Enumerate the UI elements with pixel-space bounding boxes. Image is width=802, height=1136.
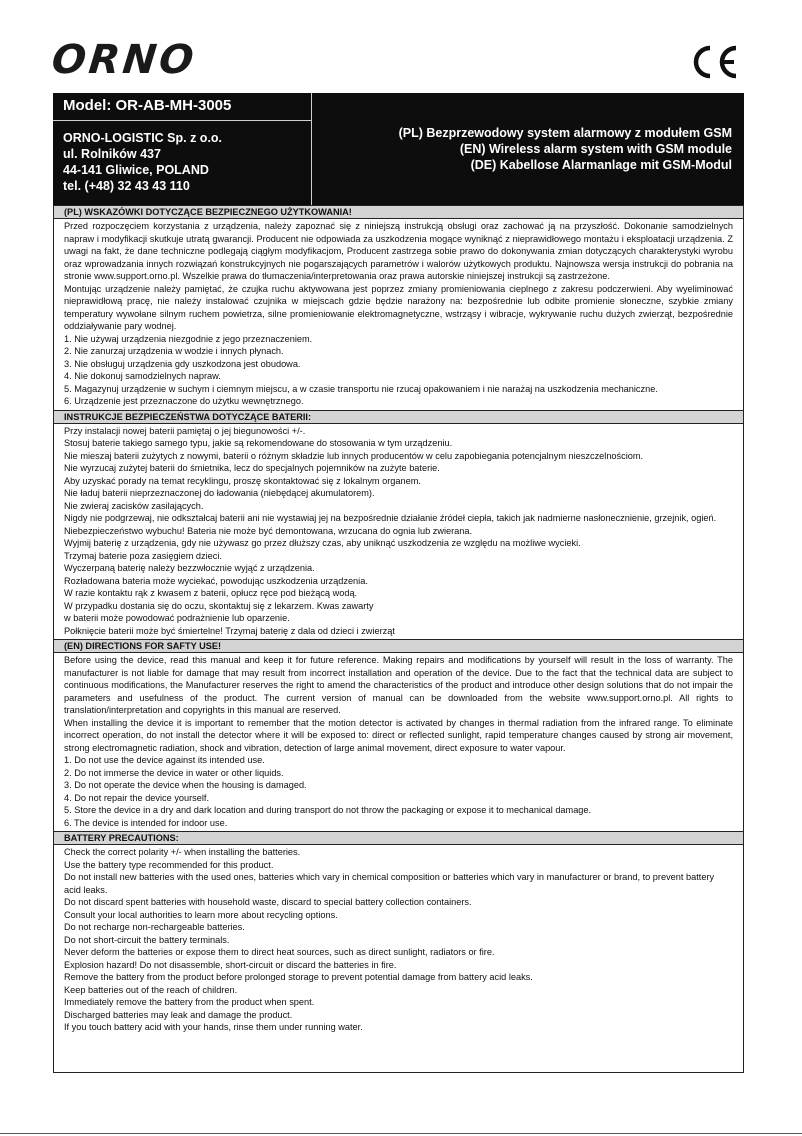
model-label: Model: OR-AB-MH-3005 (63, 97, 232, 114)
en-battery-line: Immediately remove the battery from the product when spent. (64, 997, 315, 1007)
pl-battery-line: Nie mieszaj baterii zużytych z nowymi, baterii o różnym składzie lub innych producentów w celu zapobiegania potencjalnym nieszczelnościom. (64, 450, 644, 461)
en-battery-line: Do not short-circuit the battery terminals. (64, 934, 230, 945)
company-phone: tel. (+48) 32 43 43 110 (63, 179, 190, 193)
en-battery-line: Do not install new batteries with the used ones, batteries which vary in chemical composition or batteries which vary in manufacturer or brand, to prevent battery acid leaks. (64, 872, 715, 895)
en-safety-item: 5. Store the device in a dry and dark location and during transport do not throw the packaging or expose it to mechanical damage. (64, 805, 592, 815)
title-pl: (PL) Bezprzewodowy system alarmowy z modułem GSM (398, 126, 732, 140)
pl-battery-line: Wyjmij baterię z urządzenia, gdy nie używasz go przez dłuższy czas, aby uniknąć uszkodzenia ze względu na możliwe wycieki. (64, 538, 581, 548)
pl-battery-line: Wyczerpaną baterię należy bezzwłocznie wyjąć z urządzenia. (64, 563, 315, 573)
en-safety-heading: (EN) DIRECTIONS FOR SAFTY USE! (54, 639, 743, 653)
pl-battery-line: Nie wyrzucaj zużytej baterii do śmietnika, lecz do specjalnych pojemników na zużyte baterie. (64, 463, 440, 473)
title-en: (EN) Wireless alarm system with GSM module (459, 142, 732, 156)
header-left-panel (53, 93, 312, 205)
en-safety-item: 2. Do not immerse the device in water or other liquids. (64, 767, 284, 778)
manual-content (53, 205, 744, 1073)
en-battery-line: If you touch battery acid with your hands, rinse them under running water. (64, 1022, 363, 1032)
en-safety-paragraph-2: When installing the device it is important to remember that the motion detector is activated by changes in thermal radiation from the infrared range. To eliminate incorrect operation, do not install the detector where it will be exposed to: direct or reflected sunlight, rapid temperature changes caused by strong air movement, strong electromagnetic radiation, shock and vibration, detection of large animal movement, direct exposure to water vapour. (64, 717, 733, 753)
pl-battery-line: Nie zwieraj zacisków zasilających. (64, 500, 204, 511)
en-safety-paragraph-1: Before using the device, read this manual and keep it for future reference. Making repairs and modifications by yourself will result in the loss of warranty. The manufacturer is not liable for damage that may result from incorrect installation and operation of the device. Due to the fact that the technical data are subject to continuous modifications, the Manufacturer reserves the right to amend the characteristics of the product and introduce other design solutions that do not impair the parameters and usefulness of the product. The current version of manual can be downloaded from the website www.support.orno.pl. All rights to translation/interpretation and copyrights in this manual are reserved. (64, 655, 733, 715)
company-street: ul. Rolników 437 (63, 147, 161, 161)
pl-safety-item: 6. Urządzenie jest przeznaczone do użytku wewnętrznego. (64, 396, 304, 406)
pl-safety-item: 5. Magazynuj urządzenie w suchym i ciemnym miejscu, a w czasie transportu nie rzucaj opakowaniem i nie narażaj na uszkodzenia mechaniczne. (64, 383, 658, 394)
pl-battery-heading: INSTRUKCJE BEZPIECZEŃSTWA DOTYCZĄCE BATERII: (54, 410, 743, 424)
pl-safety-item: 1. Nie używaj urządzenia niezgodnie z jego przeznaczeniem. (64, 333, 313, 344)
pl-battery-line: Stosuj baterie takiego samego typu, jakie są rekomendowane do stosowania w tym urządzeniu. (64, 438, 453, 448)
pl-battery-line: Przy instalacji nowej baterii pamiętaj o jej biegunowości +/-. (64, 425, 306, 436)
pl-safety-heading: (PL) WSKAZÓWKI DOTYCZĄCE BEZPIECZNEGO UŻYTKOWANIA! (54, 205, 743, 219)
page-footer-rule (0, 1133, 802, 1134)
en-safety-item: 4. Do not repair the device yourself. (64, 792, 210, 803)
en-battery-body (54, 845, 743, 1036)
pl-safety-item: 3. Nie obsługuj urządzenia gdy uszkodzona jest obudowa. (64, 358, 301, 369)
en-battery-line: Do not recharge non-rechargeable batteries. (64, 922, 245, 932)
header-box (53, 93, 744, 205)
pl-battery-line: Nie ładuj baterii nieprzeznaczonej do ładowania (niebędącej akumulatorem). (64, 488, 375, 498)
company-name: ORNO-LOGISTIC Sp. z o.o. (63, 131, 223, 145)
pl-battery-body (54, 424, 743, 640)
en-safety-item: 6. The device is intended for indoor use. (64, 817, 228, 828)
en-battery-line: Explosion hazard! Do not disassemble, short-circuit or discard the batteries in fire. (64, 959, 397, 970)
pl-safety-item: 2. Nie zanurzaj urządzenia w wodzie i innych płynach. (64, 346, 284, 356)
pl-safety-paragraph-2: Montując urządzenie należy pamiętać, że czujka ruchu aktywowana jest poprzez zmiany promieniowania cieplnego z zakresu podczerwieni. Aby wyeliminować nieprawidłową pracę, nie należy instalować czujnika w miejscach gdzie będzie narażony na: bezpośrednie lub odbite promienie słoneczne, szybkie zmiany temperatury wywołane silnym ruchem powietrza, silne promieniowanie elektromagnetyczne, wstrząsy i wibracje, wykrywanie ruchu dużych zwierząt, bezpośrednie oddziaływanie pary wodnej. (64, 283, 733, 331)
pl-safety-body (54, 219, 743, 410)
en-battery-line: Consult your local authorities to learn more about recycling options. (64, 909, 338, 920)
en-battery-heading: BATTERY PRECAUTIONS: (54, 831, 743, 845)
en-battery-line: Discharged batteries may leak and damage the product. (64, 1009, 293, 1020)
header-divider (53, 120, 311, 121)
en-battery-line: Use the battery type recommended for this product. (64, 859, 274, 870)
en-safety-item: 3. Do not operate the device when the housing is damaged. (64, 780, 307, 790)
company-city: 44-141 Gliwice, POLAND (63, 163, 209, 177)
pl-safety-paragraph-1: Przed rozpoczęciem korzystania z urządzenia, należy zapoznać się z niniejszą instrukcją obsługi oraz zachować ją na przyszłość. Dokonanie samodzielnych napraw i modyfikacji skutkuje utratą gwarancji. Producent nie odpowiada za uszkodzenia mogące wyniknąć z nieprawidłowego montażu i eksploatacji urządzenia. Z uwagi na fakt, że dane techniczne podlegają ciągłym modyfikacjom, Producent zastrzega sobie prawo do dokonywania zmian dotyczących charakterystyki wyrobu oraz wprowadzania innych rozwiązań konstrukcyjnych nie pogarszających parametrów i walorów użytkowych produktu. Najnowsza wersja instrukcji do pobrania na stronie www.support.orno.pl. Wszelkie prawa do tłumaczenia/interpretowania oraz prawa autorskie niniejszej instrukcji są zastrzeżone. (64, 221, 733, 281)
pl-battery-line: Aby uzyskać porady na temat recyklingu, proszę skontaktować się z lokalnym organem. (64, 475, 421, 486)
orno-logo: ORNO (49, 37, 199, 83)
pl-battery-line: w baterii może powodować podrażnienie lub oparzenie. (64, 613, 290, 623)
title-de: (DE) Kabellose Alarmanlage mit GSM-Modul (470, 158, 732, 172)
pl-battery-line: W razie kontaktu rąk z kwasem z baterii, opłucz ręce pod bieżącą wodą. (64, 588, 358, 598)
en-battery-line: Remove the battery from the product before prolonged storage to prevent potential damage from battery acid leaks. (64, 972, 533, 982)
en-battery-line: Check the correct polarity +/- when installing the batteries. (64, 847, 301, 857)
en-battery-line: Keep batteries out of the reach of children. (64, 984, 238, 995)
pl-battery-line: Trzymaj baterie poza zasięgiem dzieci. (64, 550, 222, 561)
en-battery-line: Do not discard spent batteries with household waste, discard to special battery collection containers. (64, 897, 472, 907)
pl-battery-line: Niebezpieczeństwo wybuchu! Bateria nie może być demontowana, wrzucana do ognia lub zwierana. (64, 525, 473, 536)
en-safety-body (54, 653, 743, 831)
pl-battery-line: Nigdy nie podgrzewaj, nie odkształcaj baterii ani nie wystawiaj jej na bezpośrednie działanie źródeł ciepła, takich jak nadmierne nasłonecznienie, grzejnik, ogień. (64, 513, 717, 523)
product-titles (399, 125, 732, 173)
pl-battery-line: W przypadku dostania się do oczu, skontaktuj się z lekarzem. Kwas zawarty (64, 600, 374, 611)
en-safety-item: 1. Do not use the device against its intended use. (64, 755, 265, 765)
company-address (63, 130, 222, 194)
ce-mark-icon (690, 44, 740, 80)
en-battery-line: Never deform the batteries or expose them to direct heat sources, such as direct sunlight, radiators or fire. (64, 947, 495, 957)
pl-battery-line: Połknięcie baterii może być śmiertelne! Trzymaj baterię z dala od dzieci i zwierząt (64, 625, 395, 636)
pl-battery-line: Rozładowana bateria może wyciekać, powodując uszkodzenia urządzenia. (64, 575, 368, 586)
pl-safety-item: 4. Nie dokonuj samodzielnych napraw. (64, 371, 221, 381)
